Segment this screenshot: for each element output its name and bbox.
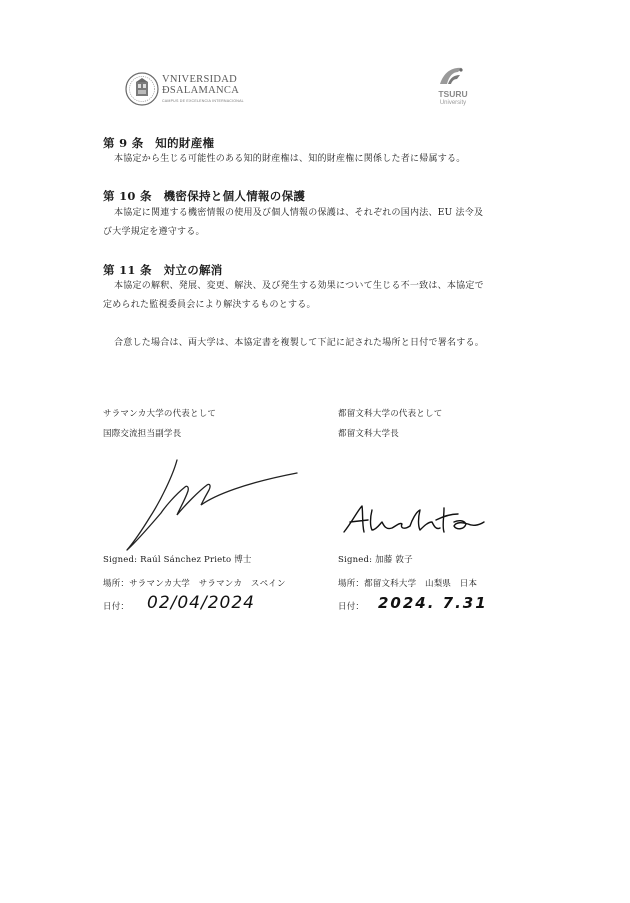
tsuru-logo-subtitle: University — [439, 100, 467, 106]
usal-seal-icon — [125, 72, 159, 106]
right-place-line: 場所：都留文科大学 山梨県 日本 — [338, 579, 478, 589]
tsuru-logo — [428, 64, 478, 116]
right-signed-line: Signed: 加藤 敦子 — [338, 555, 413, 565]
right-handwritten-signature — [340, 500, 490, 542]
article-10-line1: 本協定に関連する機密情報の使用及び個人情報の保護は、それぞれの国内法、EU 法令及 — [114, 208, 484, 218]
article-11-title: 第 11 条 対立の解消 — [103, 263, 223, 277]
right-title-line: 都留文科大学長 — [338, 429, 399, 439]
right-date-label: 日付： — [338, 602, 365, 612]
article-11-line2: 定められた監視委員会により解決するものとする。 — [103, 299, 316, 310]
article-9-body — [103, 150, 533, 169]
usal-logo — [125, 72, 244, 112]
article-10-body — [103, 204, 533, 241]
left-handwritten-signature — [115, 455, 305, 555]
usal-logo-line2: ĐSALAMANCA — [162, 85, 240, 96]
left-signed-line: Signed: Raúl Sánchez Prieto 博士 — [103, 555, 252, 565]
article-9-text: 本協定から生じる可能性のある知的財産権は、知的財産権に関係した者に帰属する。 — [114, 154, 466, 164]
article-10-title: 第 10 条 機密保持と個人情報の保護 — [103, 189, 306, 203]
left-date-label: 日付： — [103, 602, 130, 612]
left-title-line: 国際交流担当副学長 — [103, 429, 182, 439]
right-handwritten-date: 2024. 7.31 — [378, 594, 488, 612]
left-place-line: 場所：サラマンカ大学 サラマンカ スペイン — [103, 579, 286, 589]
article-9-title: 第 9 条 知的財産権 — [103, 136, 215, 150]
left-rep-line: サラマンカ大学の代表として — [103, 409, 217, 419]
article-10-line2: び大学規定を遵守する。 — [103, 226, 205, 237]
closing-statement: 合意した場合は、両大学は、本協定書を複製して下記に記された場所と日付で署名する。 — [114, 338, 485, 348]
right-rep-line: 都留文科大学の代表として — [338, 409, 443, 419]
article-11-line1: 本協定の解釈、発展、変更、解決、及び発生する効果について生じる不一致は、本協定で — [114, 281, 484, 291]
article-11-body — [103, 277, 533, 314]
usal-logo-subtitle: CAMPUS DE EXCELENCIA INTERNACIONAL — [162, 99, 244, 103]
tsuru-crane-icon — [436, 64, 466, 88]
left-handwritten-date: 02/04/2024 — [147, 593, 255, 613]
tsuru-logo-name: TSURU — [438, 89, 468, 99]
usal-logo-line1: VNIVERSIDAD — [162, 74, 238, 85]
